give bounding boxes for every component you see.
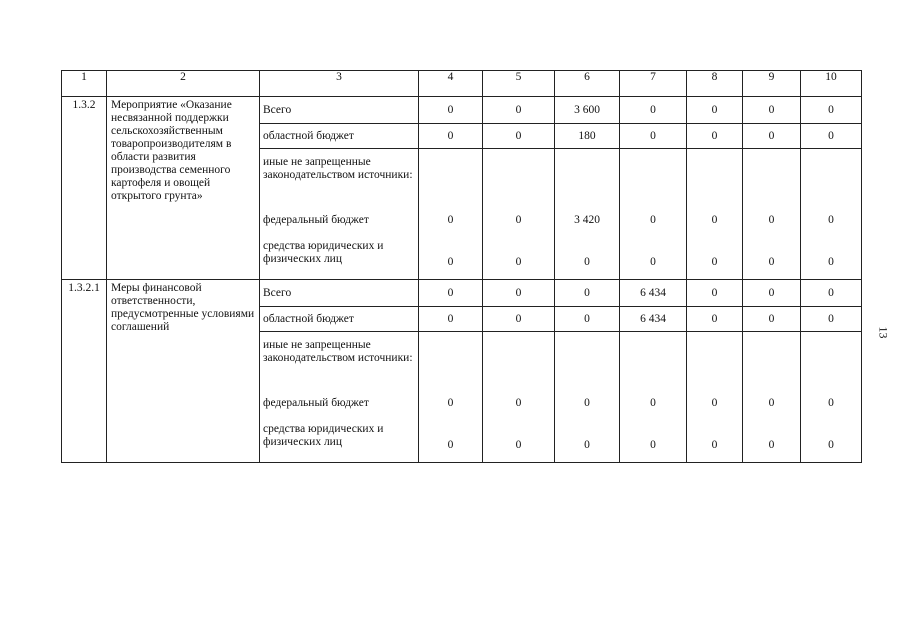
sources-cell: [260, 332, 419, 463]
legal-value: 0: [584, 439, 590, 451]
federal-value: 0: [515, 397, 522, 409]
row-label-other: иные не запрещенные законодательством источники:: [263, 339, 413, 364]
value-cell: 0: [419, 280, 483, 307]
header-cell: 10: [801, 71, 862, 97]
value-cell: [743, 149, 801, 280]
legal-value: 0: [650, 439, 656, 451]
value-cell: 0: [743, 124, 801, 149]
row-label-regional: областной бюджет: [260, 124, 419, 149]
row-label-legal: средства юридических и физических лиц: [263, 423, 384, 448]
legal-value: 0: [584, 256, 590, 268]
header-cell: 2: [107, 71, 260, 97]
value-cell: 0: [620, 124, 687, 149]
value-cell: 0: [743, 97, 801, 124]
value-cell: 0: [555, 280, 620, 307]
value-cell: 180: [555, 124, 620, 149]
value-cell: [620, 149, 687, 280]
federal-value: 0: [584, 397, 590, 409]
value-cell: 6 434: [620, 280, 687, 307]
budget-table: [61, 70, 862, 463]
legal-value: 0: [515, 256, 522, 268]
value-cell: 0: [801, 280, 862, 307]
federal-value: 0: [650, 214, 656, 226]
row-label-total: Всего: [260, 97, 419, 124]
row-label-total: Всего: [260, 280, 419, 307]
item-code: 1.3.2.1: [62, 280, 107, 463]
federal-value: 0: [515, 214, 522, 226]
header-cell: 6: [555, 71, 620, 97]
header-cell: 9: [743, 71, 801, 97]
value-cell: [483, 149, 555, 280]
value-cell: [555, 332, 620, 463]
federal-value: 0: [650, 397, 656, 409]
header-cell: 5: [483, 71, 555, 97]
value-cell: 0: [687, 124, 743, 149]
value-cell: 0: [801, 97, 862, 124]
legal-value: 0: [828, 439, 834, 451]
legal-value: 0: [650, 256, 656, 268]
row-label-federal: федеральный бюджет: [263, 214, 369, 226]
legal-value: 0: [768, 439, 775, 451]
table-row: [62, 280, 862, 307]
row-label-federal: федеральный бюджет: [263, 397, 369, 409]
federal-value: 0: [768, 397, 775, 409]
value-cell: 0: [687, 280, 743, 307]
legal-value: 0: [447, 439, 454, 451]
header-cell: 8: [687, 71, 743, 97]
value-cell: 0: [419, 124, 483, 149]
header-cell: 1: [62, 71, 107, 97]
value-cell: [801, 149, 862, 280]
value-cell: [620, 332, 687, 463]
row-label-legal: средства юридических и физических лиц: [263, 240, 384, 265]
row-label-other: иные не запрещенные законодательством источники:: [263, 156, 413, 181]
value-cell: 0: [801, 307, 862, 332]
value-cell: 0: [419, 97, 483, 124]
value-cell: 0: [687, 97, 743, 124]
value-cell: [743, 332, 801, 463]
legal-value: 0: [447, 256, 454, 268]
value-cell: [419, 149, 483, 280]
value-cell: 0: [483, 97, 555, 124]
value-cell: 0: [483, 280, 555, 307]
sources-cell: [260, 149, 419, 280]
legal-value: 0: [828, 256, 834, 268]
header-cell: 3: [260, 71, 419, 97]
federal-value: 0: [828, 397, 834, 409]
value-cell: 0: [687, 307, 743, 332]
federal-value: 0: [711, 397, 718, 409]
value-cell: [483, 332, 555, 463]
header-cell: 4: [419, 71, 483, 97]
value-cell: 3 600: [555, 97, 620, 124]
legal-value: 0: [515, 439, 522, 451]
value-cell: 0: [483, 124, 555, 149]
value-cell: [687, 149, 743, 280]
item-name: Меры финансовой ответственности, предусмотренные условиями соглашений: [107, 280, 260, 463]
federal-value: 0: [768, 214, 775, 226]
value-cell: [555, 149, 620, 280]
value-cell: 0: [483, 307, 555, 332]
table-row: [62, 97, 862, 124]
legal-value: 0: [768, 256, 775, 268]
value-cell: 0: [743, 280, 801, 307]
value-cell: 0: [620, 97, 687, 124]
row-label-regional: областной бюджет: [260, 307, 419, 332]
value-cell: 0: [743, 307, 801, 332]
value-cell: 6 434: [620, 307, 687, 332]
item-name: Мероприятие «Оказание несвязанной поддержки сельскохозяйственным товаропроизводителям в области развития производства семенного картофеля и овощей открытого грунта»: [107, 97, 260, 280]
item-code: 1.3.2: [62, 97, 107, 280]
value-cell: [687, 332, 743, 463]
federal-value: 3 420: [574, 214, 600, 226]
value-cell: 0: [419, 307, 483, 332]
federal-value: 0: [447, 397, 454, 409]
header-cell: 7: [620, 71, 687, 97]
legal-value: 0: [711, 256, 718, 268]
header-row: [62, 71, 862, 97]
value-cell: [801, 332, 862, 463]
legal-value: 0: [711, 439, 718, 451]
page-number: 13: [876, 326, 891, 339]
federal-value: 0: [447, 214, 454, 226]
federal-value: 0: [828, 214, 834, 226]
value-cell: 0: [801, 124, 862, 149]
value-cell: [419, 332, 483, 463]
federal-value: 0: [711, 214, 718, 226]
value-cell: 0: [555, 307, 620, 332]
